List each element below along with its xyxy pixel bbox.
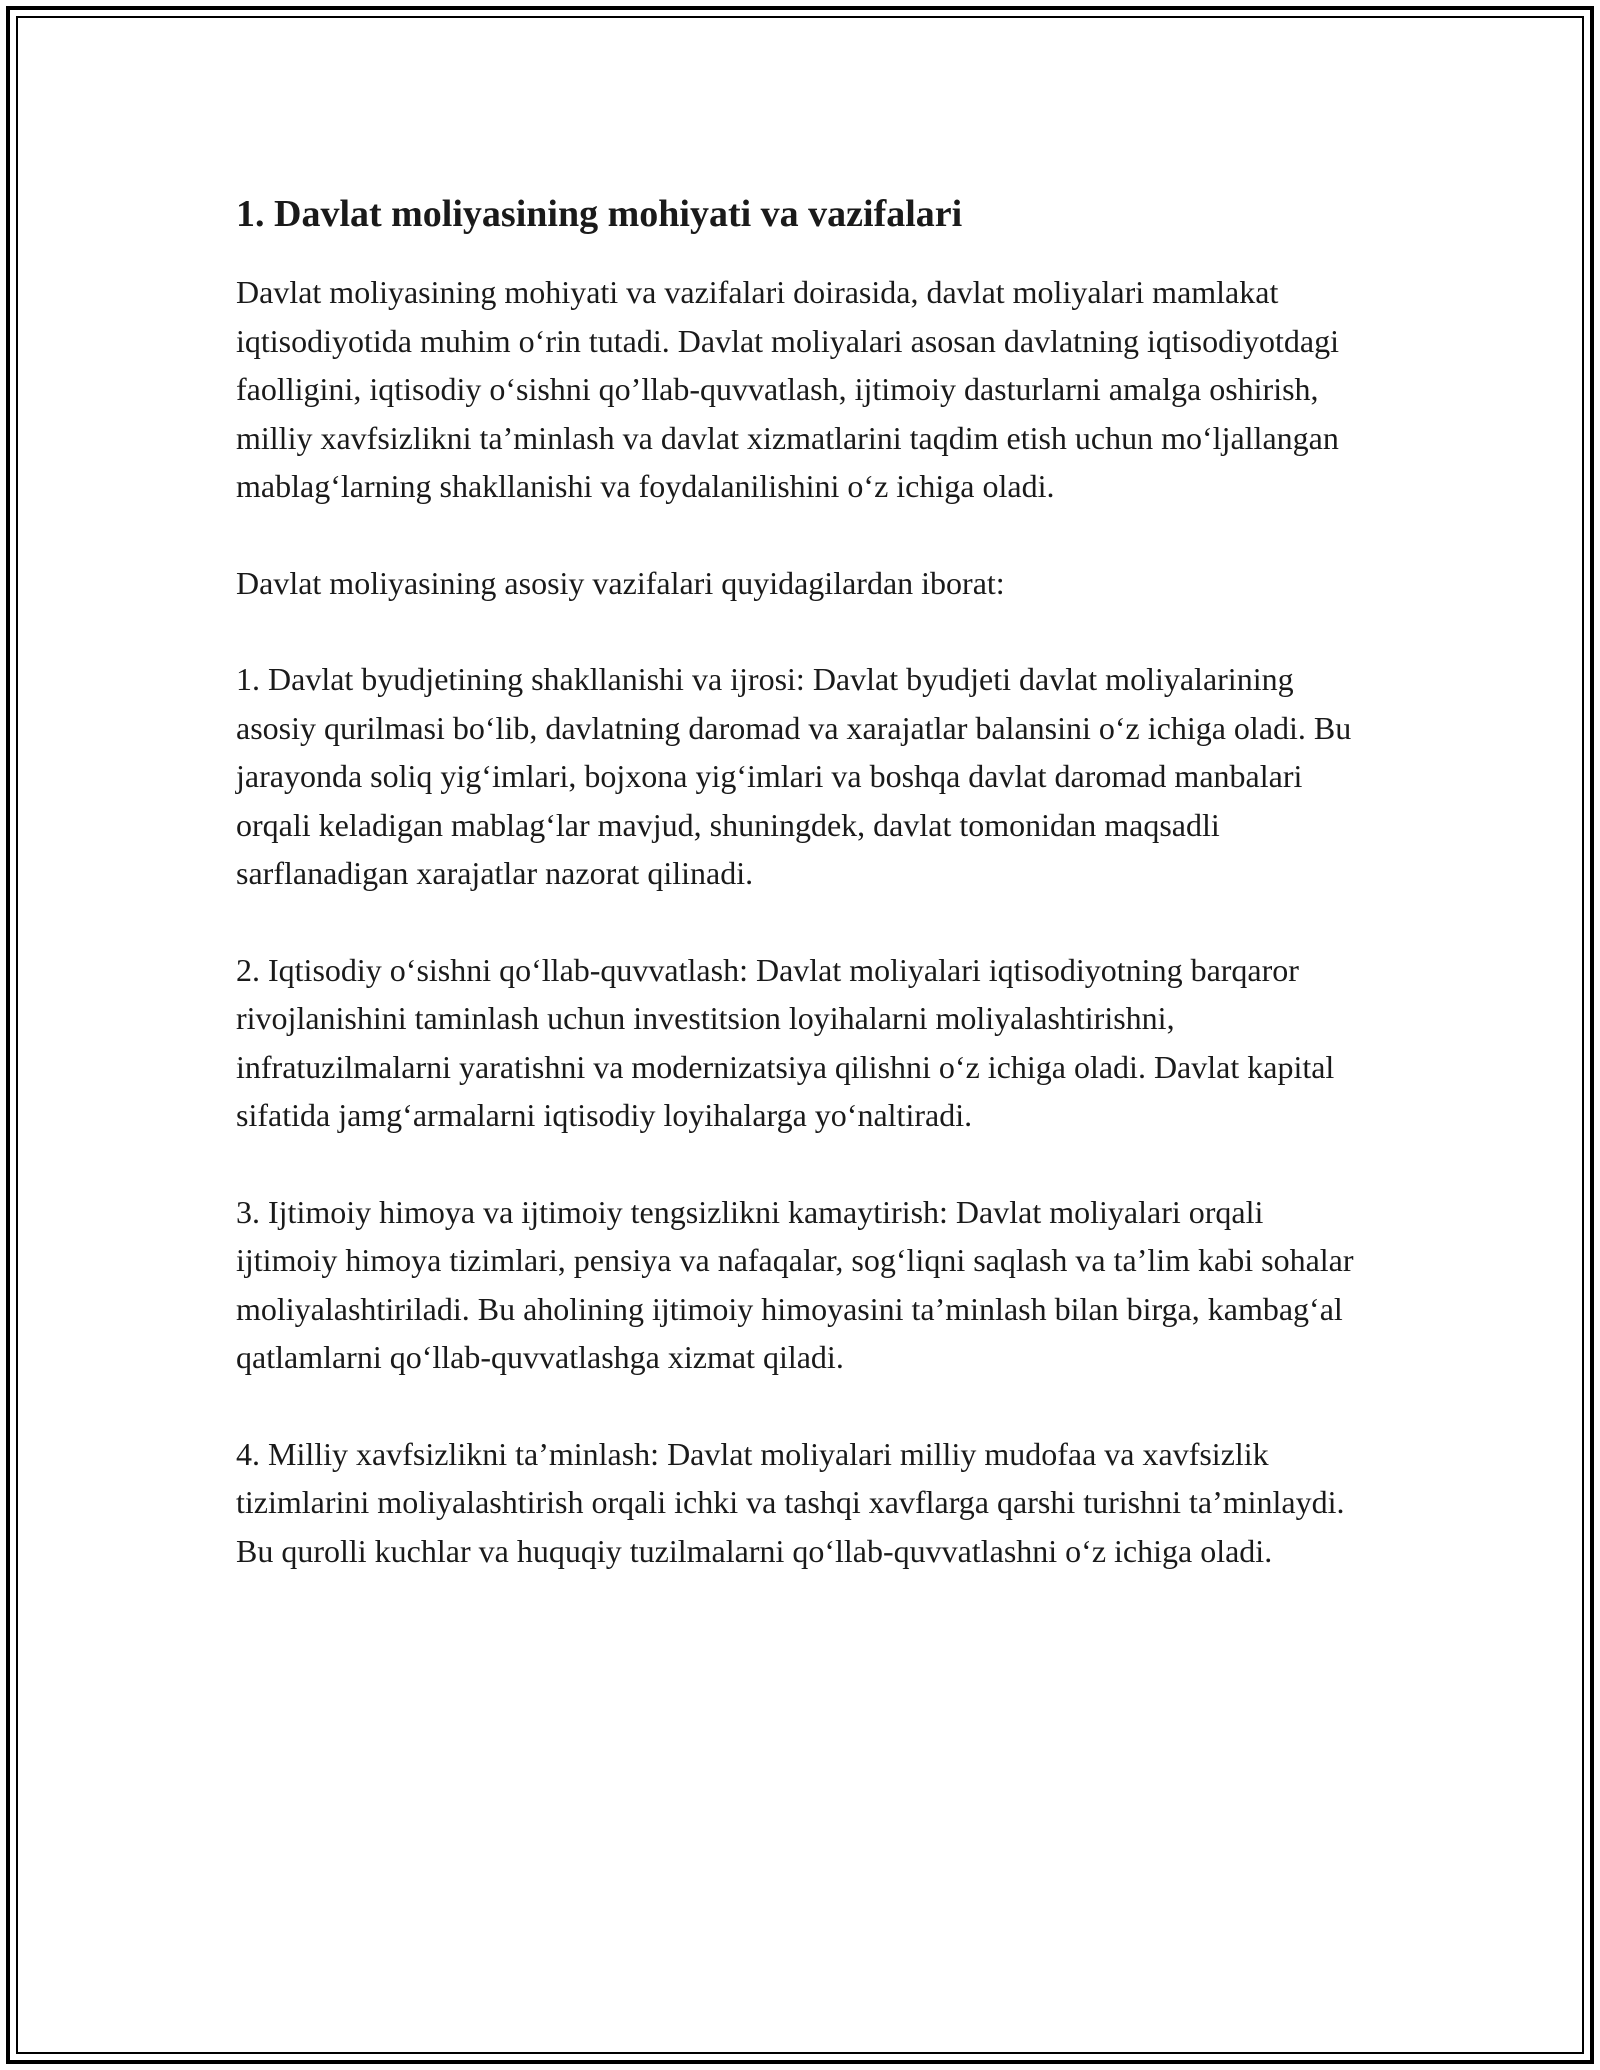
tasks-intro-paragraph: Davlat moliyasining asosiy vazifalari quyidagilardan iborat:: [236, 564, 1005, 601]
task-item-budget: 1. Davlat byudjetining shakllanishi va ijrosi: Davlat byudjeti davlat moliyalarining asosiy qurilmasi bo‘lib, davlatning daromad va xarajatlar balansini o‘z ichiga oladi. Bu jarayonda soliq yig‘imlari, bojxona yig‘imlari va boshqa davlat daromad manbalari orqali keladigan mablag‘lar mavjud, shuningdek, davlat tomonidan maqsadli sarflanadigan xarajatlar nazorat qilinadi.: [236, 661, 1352, 891]
task-item-economic-growth: 2. Iqtisodiy o‘sishni qo‘llab-quvvatlash: Davlat moliyalari iqtisodiyotning barqaror rivojlanishini taminlash uchun investitsion loyihalarni moliyalashtirishni, infratuzilmalarni yaratishni va modernizatsiya qilishni o‘z ichiga oladi. Davlat kapital sifatida jamg‘armalarni iqtisodiy loyihalarga yo‘naltiradi.: [236, 951, 1335, 1133]
section-heading: 1. Davlat moliyasining mohiyati va vazifalari: [236, 193, 963, 235]
task-item-social-protection: 3. Ijtimoiy himoya va ijtimoiy tengsizlikni kamaytirish: Davlat moliyalari orqali ijtimoiy himoya tizimlari, pensiya va nafaqalar, sog‘liqni saqlash va ta’lim kabi sohalar moliyalashtiriladi. Bu aholining ijtimoiy himoyasini ta’minlash bilan birga, kambag‘al qatlamlarni qo‘llab-quvvatlashga xizmat qiladi.: [236, 1193, 1354, 1375]
intro-paragraph: Davlat moliyasining mohiyati va vazifalari doirasida, davlat moliyalari mamlakat iqtisodiyotida muhim o‘rin tutadi. Davlat moliyalari asosan davlatning iqtisodiyotdagi faolligini, iqtisodiy o‘sishni qo’llab-quvvatlash, ijtimoiy dasturlarni amalga oshirish, milliy xavfsizlikni ta’minlash va davlat xizmatlarini taqdim etish uchun mo‘ljallangan mablag‘larning shakllanishi va foydalanilishini o‘z ichiga oladi.: [236, 274, 1339, 504]
document-page: [236, 190, 1361, 1575]
task-item-national-security: 4. Milliy xavfsizlikni ta’minlash: Davlat moliyalari milliy mudofaa va xavfsizlik tizimlarini moliyalashtirish orqali ichki va tashqi xavflarga qarshi turishni ta’minlaydi. Bu qurolli kuchlar va huquqiy tuzilmalarni qo‘llab-quvvatlashni o‘z ichiga oladi.: [236, 1435, 1345, 1569]
